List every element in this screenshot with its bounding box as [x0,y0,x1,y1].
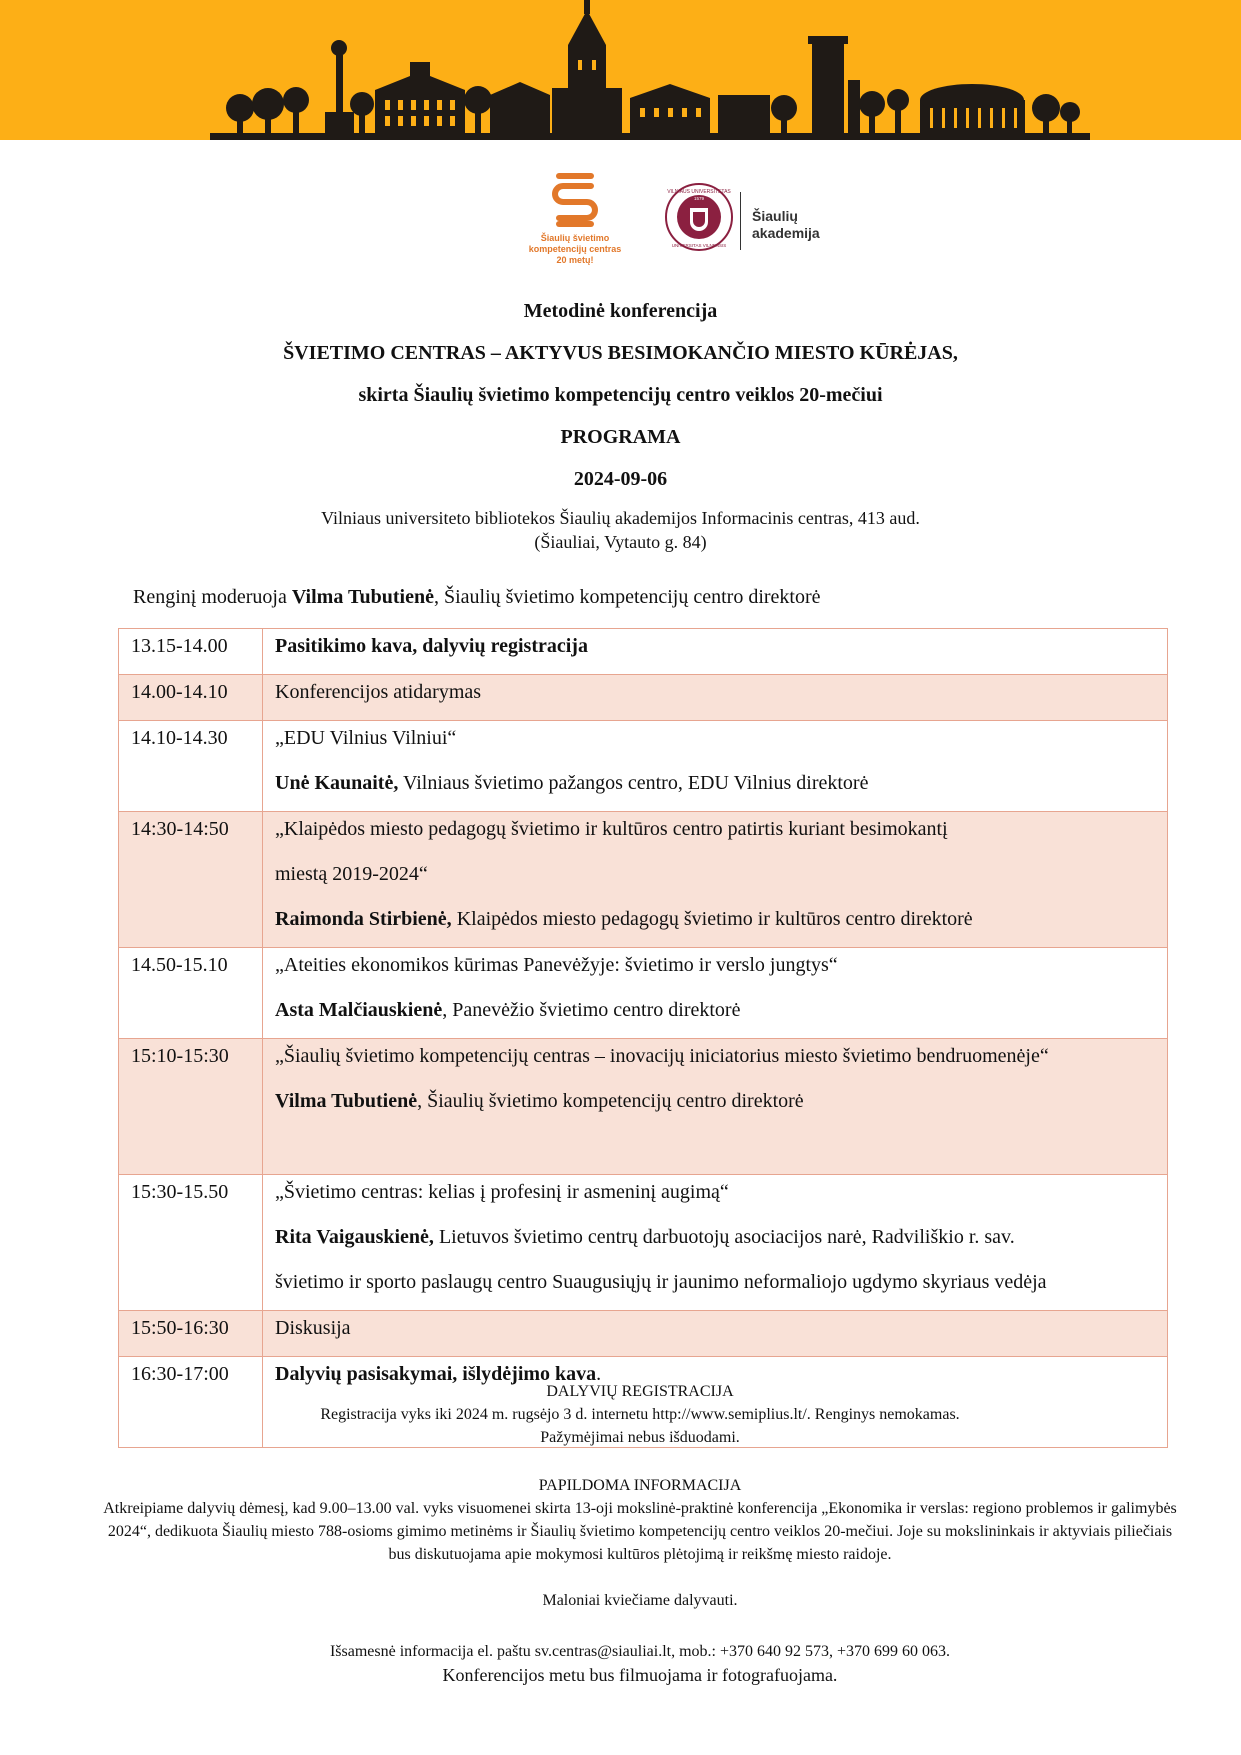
akademija-word-1: Šiaulių [752,208,798,224]
schedule-description [263,675,1168,721]
registration-title: DALYVIŲ REGISTRACIJA [546,1383,734,1400]
schedule-text: „EDU Vilnius Vilniui“ [275,727,457,749]
schedule-row [119,1039,1168,1175]
schedule-emphasis: Pasitikimo kava, dalyvių registracija [275,635,588,657]
schedule-row [119,812,1168,948]
schedule-text: „Šiaulių švietimo kompetencijų centras – inovacijų iniciatorius miesto švietimo bendruomenėje“ [275,1045,1049,1067]
schedule-line [275,1129,1167,1174]
seal-text-bottom: UNIVERSITAS VILNENSIS [671,243,727,248]
schedule-row [119,1175,1168,1311]
schedule-time [119,1039,263,1175]
schedule-line [275,1311,1167,1356]
schedule-description [263,812,1168,948]
schedule-time-text: 13.15-14.00 [131,635,228,657]
seal-text-top: VILNIAUS UNIVERSITETAS [667,189,731,195]
schedule-description [263,948,1168,1039]
schedule-time-text: 15:30-15.50 [131,1181,229,1203]
logo-divider [740,192,741,250]
schedule-time [119,812,263,948]
conference-kind: Metodinė konferencija [523,300,718,322]
conference-date: 2024-09-06 [573,468,668,490]
schedule-line [275,902,1167,947]
moderator-name: Vilma Tubutienė [291,586,434,608]
schedule-line [275,1039,1167,1084]
siauliu-svietimo-logo [520,170,630,266]
schedule-time-text: 15:50-16:30 [131,1317,229,1339]
schedule-description [263,1311,1168,1357]
schedule-text: Klaipėdos miesto pedagogų švietimo ir kultūros centro direktorė [451,908,973,930]
schedule-time [119,629,263,675]
schedule-text: Konferencijos atidarymas [275,681,482,703]
moderator-line [133,586,821,609]
schedule-line [275,1084,1167,1129]
schedule-time-text: 16:30-17:00 [131,1363,229,1385]
schedule-time [119,675,263,721]
schedule-row [119,948,1168,1039]
university-seal-icon [664,182,734,252]
program-table-body [119,629,1168,1448]
schedule-text: Lietuvos švietimo centrų darbuotojų asociacijos narė, Radviliškio r. sav. [433,1226,1015,1248]
schedule-line [275,1175,1167,1220]
schedule-row [119,1311,1168,1357]
schedule-line [275,1265,1167,1310]
center-logo-icon [545,170,605,228]
program-heading: PROGRAMA [560,426,681,448]
akademija-wordmark [752,208,820,242]
schedule-line [275,857,1167,902]
schedule-emphasis: Rita Vaigauskienė, [275,1226,434,1248]
schedule-text: švietimo ir sporto paslaugų centro Suaugusiųjų ir jaunimo neformaliojo ugdymo skyriaus vedėja [275,1271,1047,1293]
filming-notice: Konferencijos metu bus filmuojama ir fotografuojama. [442,1665,838,1685]
schedule-time-text: 14.10-14.30 [131,727,228,749]
schedule-time [119,1311,263,1357]
contact-info: Išsamesnė informacija el. paštu sv.centras@siauliai.lt, mob.: +370 640 92 573, +370 699 60 063. [329,1643,951,1660]
schedule-line [275,629,1167,674]
seal-text-year: 1579 [693,196,705,201]
schedule-time-text: 14:30-14:50 [131,818,229,840]
schedule-emphasis: Asta Malčiauskienė [275,999,443,1021]
schedule-time-text: 14.00-14.10 [131,681,228,703]
schedule-line [275,812,1167,857]
program-table [118,628,1168,1448]
registration-text: Registracija vyks iki 2024 m. rugsėjo 3 d. internetu http://www.semiplius.lt/. Renginys nemokamas. [320,1406,960,1423]
center-logo-caption-3: 20 metų! [556,255,594,265]
venue-line-1: Vilniaus universiteto bibliotekos Šiaulių akademijos Informacinis centras, 413 aud. [321,508,920,528]
moderator-prefix: Renginį moderuoja [133,586,292,608]
schedule-text: Diskusija [275,1317,351,1339]
schedule-line [275,675,1167,720]
schedule-text: , Šiaulių švietimo kompetencijų centro direktorė [417,1090,804,1112]
schedule-row [119,629,1168,675]
conference-subtitle: skirta Šiaulių švietimo kompetencijų centro veiklos 20-mečiui [358,384,883,406]
schedule-text: „Klaipėdos miesto pedagogų švietimo ir kultūros centro patirtis kuriant besimokantį [275,818,948,840]
schedule-time-text: 15:10-15:30 [131,1045,229,1067]
center-logo-caption-2: kompetencijų centras [528,244,622,254]
schedule-line [275,1220,1167,1265]
schedule-emphasis: Dalyvių pasisakymai, išlydėjimo kava [275,1363,597,1385]
akademija-word-2: akademija [752,225,820,241]
schedule-row [119,721,1168,812]
logos-row [0,170,1241,280]
schedule-time [119,1175,263,1311]
additional-info-text: Atkreipiame dalyvių dėmesį, kad 9.00–13.00 val. vyks visuomenei skirta 13-oji mokslinė-praktinė konferencija „Ekonomika ir verslas: regiono problemos ir galimybės 2024“, dedikuota Šiaulių miesto 788-osioms gimimo metinėms ir Šiaulių švietimo kompetencijų centro veiklos 20-mečiui. Joje su mokslininkais ir aktyviais piliečiais bus diskutuojama apie mokymosi kultūros plėtojimą ir reikšmę miesto raidoje. [103,1500,1177,1563]
schedule-emphasis: Raimonda Stirbienė, [275,908,452,930]
schedule-row [119,675,1168,721]
schedule-description [263,1175,1168,1311]
venue-line-2: (Šiauliai, Vytauto g. 84) [534,532,707,552]
schedule-line [275,993,1167,1038]
schedule-line [275,766,1167,811]
schedule-line [275,948,1167,993]
schedule-text: , Panevėžio švietimo centro direktorė [442,999,741,1021]
schedule-text: Vilniaus švietimo pažangos centro, EDU Vilnius direktorė [398,772,869,794]
schedule-time [119,721,263,812]
certificate-note: Pažymėjimai nebus išduodami. [540,1429,740,1446]
schedule-text: „Švietimo centras: kelias į profesinį ir asmeninį augimą“ [275,1181,729,1203]
schedule-text: . [596,1363,602,1385]
schedule-description [263,721,1168,812]
schedule-line [275,721,1167,766]
moderator-role: , Šiaulių švietimo kompetencijų centro direktorė [433,586,821,608]
additional-info-title: PAPILDOMA INFORMACIJA [538,1477,742,1494]
welcome-text: Maloniai kviečiame dalyvauti. [542,1592,738,1609]
skyline-banner [0,0,1241,140]
conference-title: ŠVIETIMO CENTRAS – AKTYVUS BESIMOKANČIO MIESTO KŪRĖJAS, [283,342,958,364]
schedule-time-text: 14.50-15.10 [131,954,228,976]
schedule-description [263,629,1168,675]
schedule-emphasis: Vilma Tubutienė [275,1090,418,1112]
schedule-emphasis: Unė Kaunaitė, [275,772,399,794]
schedule-text: „Ateities ekonomikos kūrimas Panevėžyje: švietimo ir verslo jungtys“ [275,954,838,976]
schedule-text: miestą 2019-2024“ [275,863,428,885]
siauliu-akademija-logo [664,180,854,250]
schedule-description [263,1039,1168,1175]
center-logo-caption-1: Šiaulių švietimo [540,233,610,243]
schedule-time [119,948,263,1039]
